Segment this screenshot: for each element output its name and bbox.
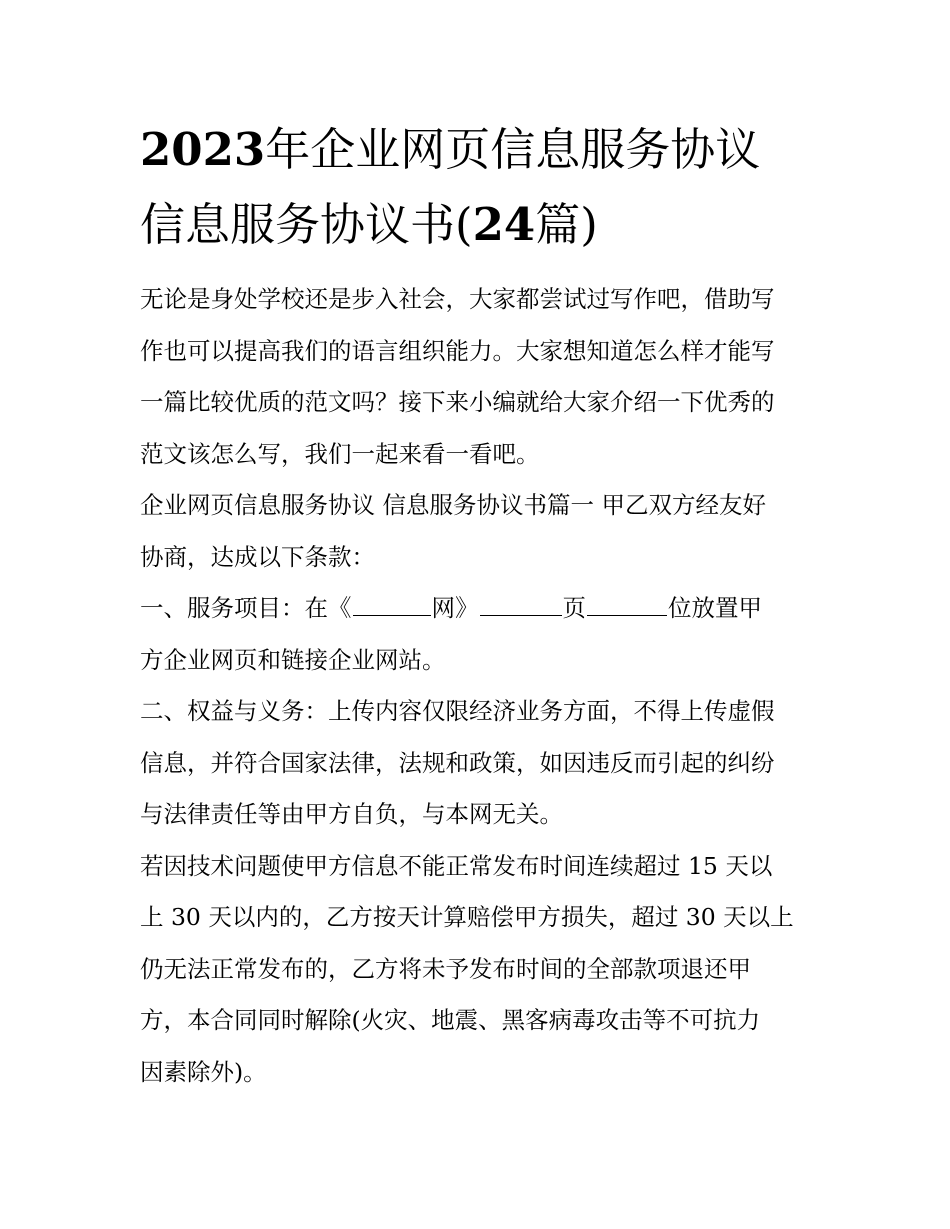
service-text-1: 一、服务项目：在《 xyxy=(140,594,352,622)
paragraph-service-items xyxy=(140,583,815,686)
paragraph-rights-obligations xyxy=(140,686,815,841)
title-line-1 xyxy=(140,112,815,187)
text-line: 与法律责任等由甲方自负，与本网无关。 xyxy=(140,800,563,828)
title-text-2-end: 篇) xyxy=(535,198,598,251)
title-year: 2023 xyxy=(140,123,266,176)
text-line: 范文该怎么写，我们一起来看一看吧。 xyxy=(140,439,540,468)
text-line: 一篇比较优质的范文吗？接下来小编就给大家介绍一下优秀的 xyxy=(140,388,775,416)
text-line: 无论是身处学校还是步入社会，大家都尝试过写作吧，借助写 xyxy=(140,285,775,313)
title-text-1: 年企业网页信息服务协议 xyxy=(265,123,761,176)
paragraph-compensation xyxy=(140,841,815,1099)
paragraph-intro xyxy=(140,274,815,480)
text-line: 仍无法正常发布的，乙方将未予发布时间的全部款项退还甲 xyxy=(140,954,751,983)
document-title xyxy=(140,112,815,262)
blank-site-name xyxy=(353,595,431,616)
text-line: 信息，并符合国家法律，法规和政策，如因违反而引起的纠纷 xyxy=(140,748,775,777)
title-count: 24 xyxy=(472,198,536,251)
document-page xyxy=(140,112,815,1098)
text-line: 上 30 天以内的，乙方按天计算赔偿甲方损失，超过 30 天以上 xyxy=(140,903,794,931)
paragraph-agreement-intro xyxy=(140,480,815,583)
service-text-3: 页 xyxy=(562,594,586,622)
service-text-2: 网》 xyxy=(431,594,479,622)
text-line: 方，本合同同时解除(火灾、地震、黑客病毒攻击等不可抗力 xyxy=(140,1006,761,1034)
blank-page-number xyxy=(480,595,562,616)
text-line: 协商，达成以下条款： xyxy=(140,542,375,571)
text-line: 方企业网页和链接企业网站。 xyxy=(140,645,446,674)
text-line: 二、权益与义务：上传内容仅限经济业务方面，不得上传虚假 xyxy=(140,697,775,725)
text-line xyxy=(140,583,815,635)
title-text-2: 信息服务协议书( xyxy=(140,198,473,251)
text-line: 作也可以提高我们的语言组织能力。大家想知道怎么样才能写 xyxy=(140,336,775,365)
text-line: 若因技术问题使甲方信息不能正常发布时间连续超过 15 天以 xyxy=(140,851,773,880)
text-line: 因素除外)。 xyxy=(140,1057,267,1086)
title-line-2 xyxy=(140,187,815,262)
blank-position xyxy=(587,595,667,616)
text-line: 企业网页信息服务协议 信息服务协议书篇一 甲乙双方经友好 xyxy=(140,491,766,519)
document-body xyxy=(140,274,815,1098)
service-text-4: 位放置甲 xyxy=(668,594,762,622)
